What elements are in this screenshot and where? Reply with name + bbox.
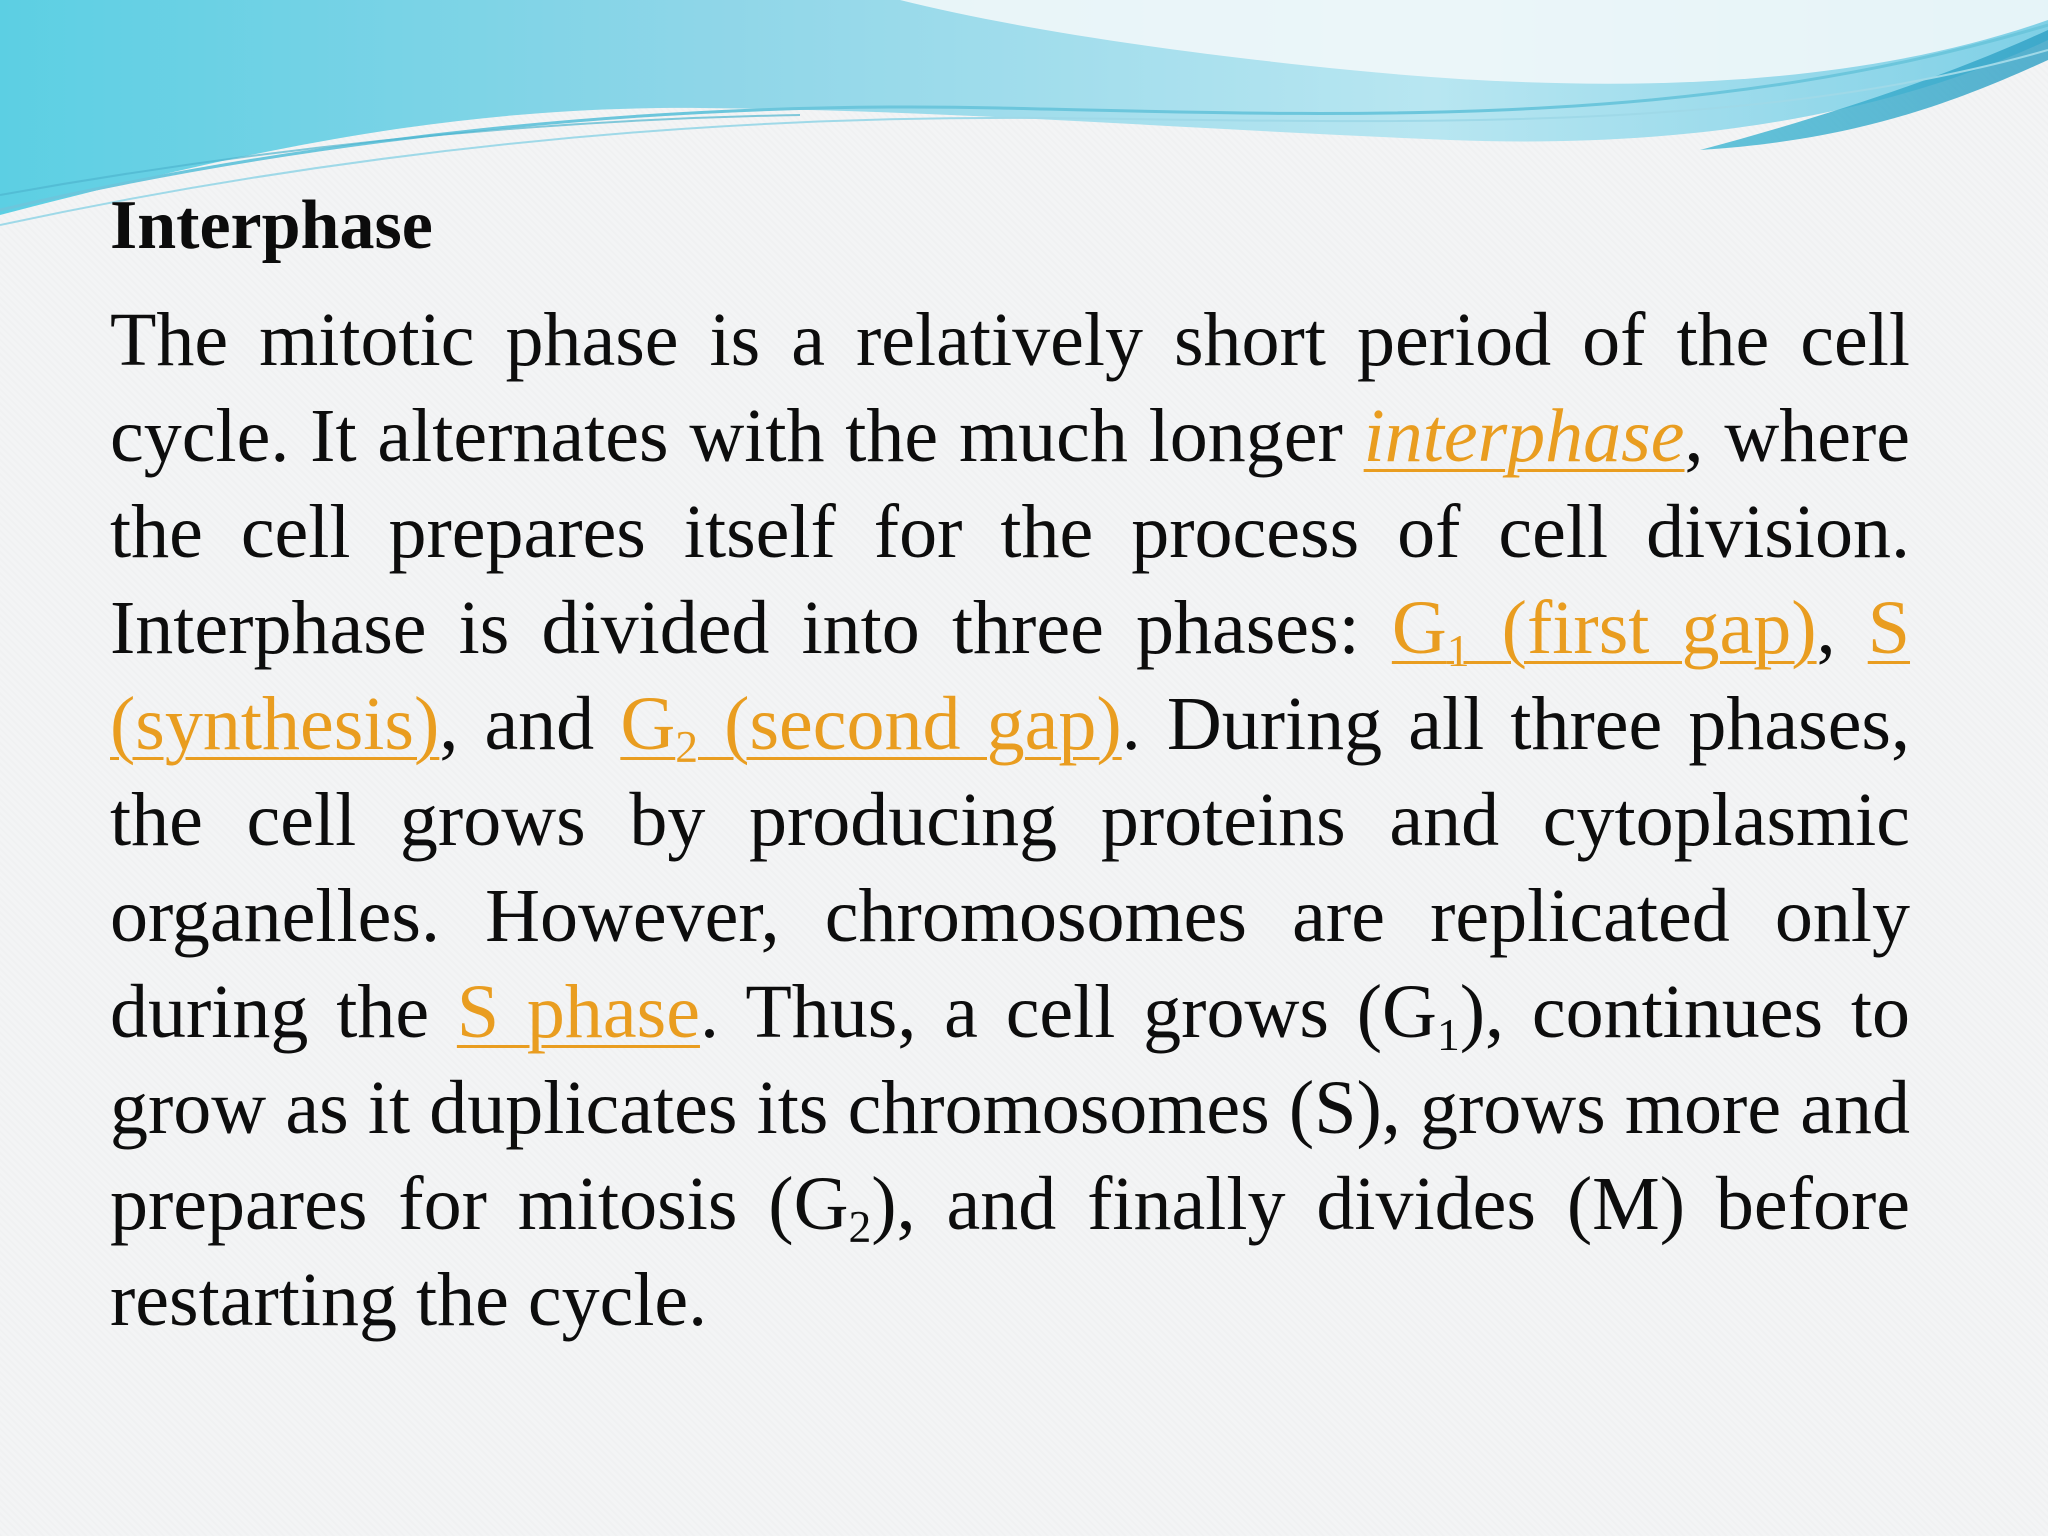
link-s-phase[interactable]: S phase [456, 970, 700, 1054]
link-interphase[interactable]: interphase [1363, 394, 1685, 478]
link-s-synthesis[interactable]: S (synthesis) [110, 586, 1911, 766]
link-text: G [1391, 586, 1447, 670]
body-paragraph [110, 292, 1910, 1348]
subscript: 2 [848, 1200, 872, 1252]
text-segment: . During all three phases, the cell grows by producing proteins and cytoplasmic organelles. However, chromosomes are replicated only during the [110, 682, 1911, 1054]
subscript: 1 [1446, 624, 1470, 676]
link-g1-first-gap[interactable] [1391, 586, 1817, 676]
text-segment: , [1816, 586, 1868, 670]
text-segment: The mitotic phase is a relatively short period of the cell cycle. It alternates with the much longer [110, 298, 1910, 478]
link-text: (second gap) [698, 682, 1122, 766]
text-segment: ), continues to grow as it duplicates its chromosomes (S), grows more and prepares for mitosis (G [110, 970, 1911, 1246]
link-text: G [620, 682, 676, 766]
slide-title: Interphase [110, 187, 433, 264]
text-segment: . Thus, a cell grows (G [699, 970, 1437, 1054]
text-segment: , where the cell prepares itself for the process of cell division. Interphase is divided into three phases: [110, 394, 1910, 670]
subscript: 2 [675, 720, 699, 772]
text-segment: ), and finally divides (M) before restarting the cycle. [110, 1162, 1910, 1342]
link-text: (first gap) [1469, 586, 1817, 670]
text-segment: , and [439, 682, 621, 766]
link-g2-second-gap[interactable] [620, 682, 1122, 772]
subscript: 1 [1436, 1008, 1460, 1060]
